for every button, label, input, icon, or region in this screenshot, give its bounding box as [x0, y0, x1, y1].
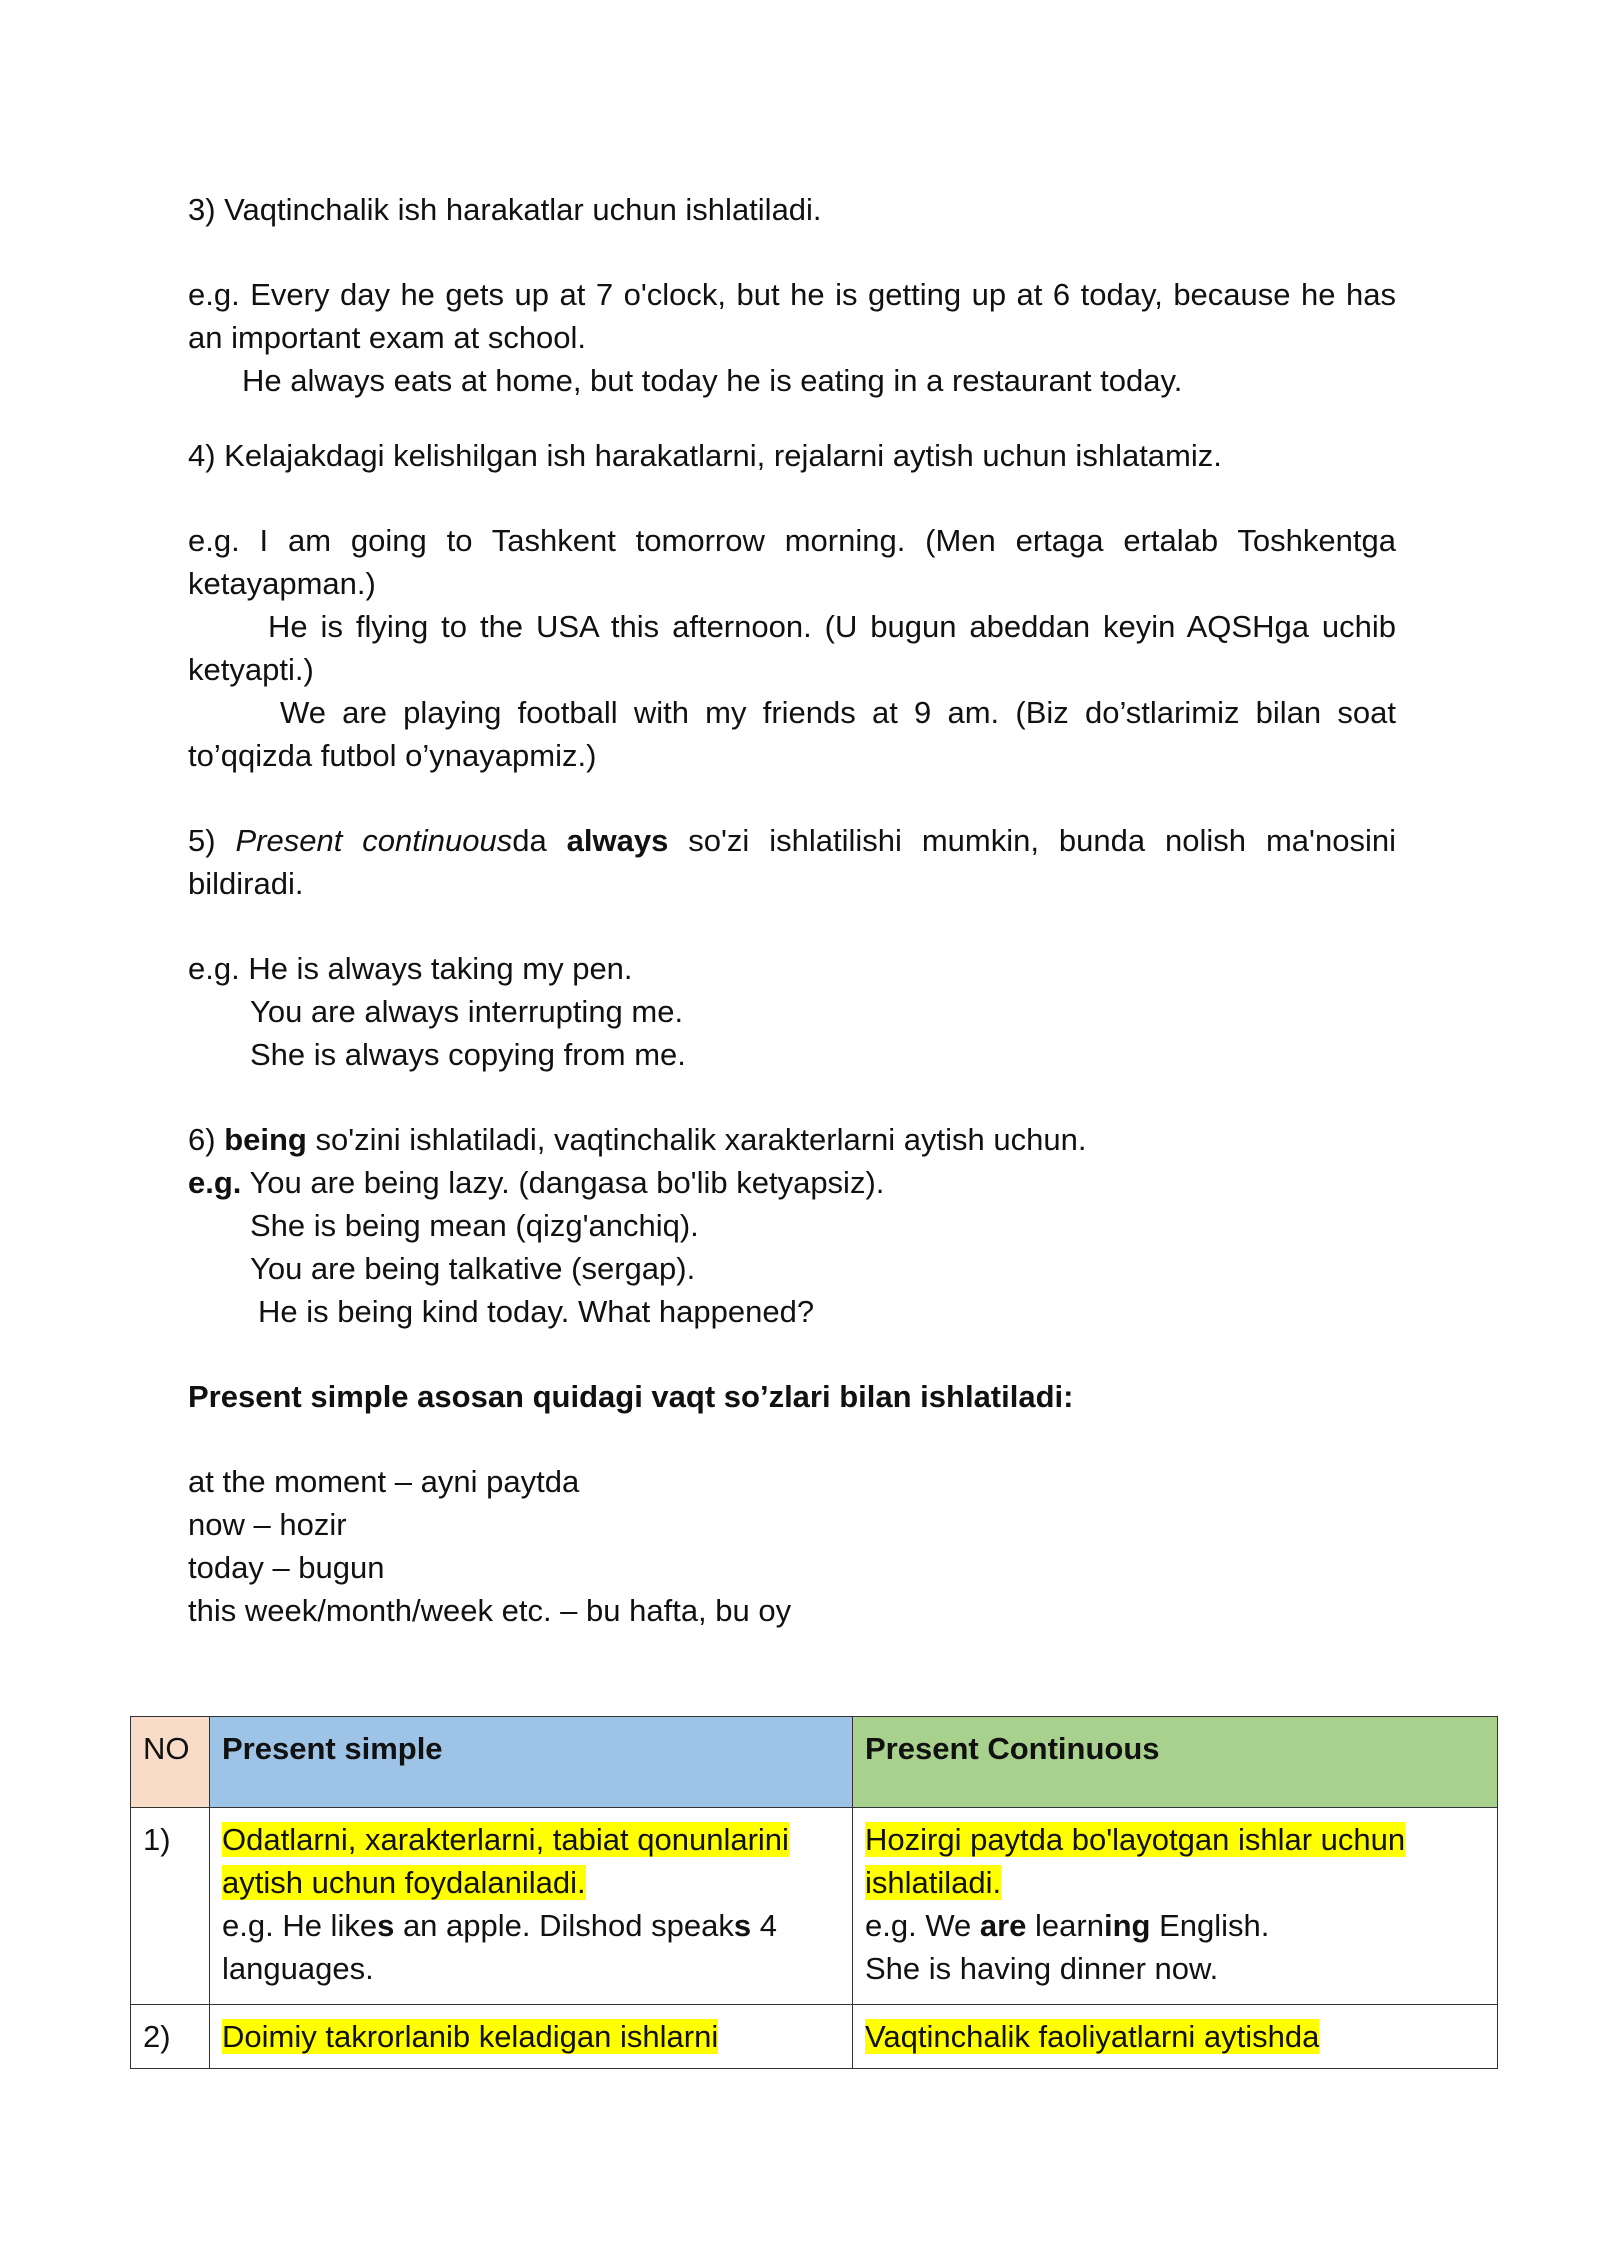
present-simple-example — [222, 1908, 777, 1986]
comparison-table — [130, 1716, 1498, 2069]
section-6-number: 6) — [188, 1122, 225, 1157]
section-3-title: 3) Vaqtinchalik ish harakatlar uchun ishlatiladi. — [188, 192, 822, 227]
section-6-example-4: He is being kind today. What happened? — [258, 1294, 815, 1329]
example-text: learn — [1026, 1908, 1104, 1943]
section-4-example-2: He is flying to the USA this afternoon. (U bugun abeddan keyin AQSHga uchib ketyapti.) — [188, 609, 1396, 687]
example-suffix: s — [377, 1908, 395, 1943]
time-word-item: now – hozir — [188, 1507, 347, 1542]
present-continuous-cell — [853, 1808, 1498, 2005]
section-6-eg-label: e.g. — [188, 1165, 242, 1200]
section-4-example-1: e.g. I am going to Tashkent tomorrow morning. (Men ertaga ertalab Toshkentga ketayapman.) — [188, 523, 1396, 601]
example-text: e.g. He like — [222, 1908, 378, 1943]
time-word-item: at the moment – ayni paytda — [188, 1464, 580, 1499]
example-bold: are — [979, 1908, 1027, 1943]
document-body — [188, 188, 1396, 1632]
section-6-bold-word: being — [224, 1122, 307, 1157]
section-5-number: 5) — [188, 823, 236, 858]
section-3-example-2: He always eats at home, but today he is eating in a restaurant today. — [242, 363, 1183, 398]
example-bold: ing — [1103, 1908, 1151, 1943]
section-5-italic-term: Present continuous — [235, 823, 513, 858]
table-row — [131, 1808, 1498, 2005]
section-4-example-3: We are playing football with my friends at 9 am. (Biz do’stlarimiz bilan soat to’qqizda futbol o’ynayapmiz.) — [188, 695, 1396, 773]
table-row — [131, 2005, 1498, 2069]
section-3-example-1: e.g. Every day he gets up at 7 o'clock, but he is getting up at 6 today, because he has an important exam at school. — [188, 277, 1396, 355]
present-simple-cell — [210, 2005, 853, 2069]
example-text: 4 languages. — [222, 1908, 777, 1986]
row-number: 1) — [131, 1808, 210, 2005]
time-word-item: today – bugun — [188, 1550, 385, 1585]
time-word-item: this week/month/week etc. – bu hafta, bu oy — [188, 1593, 792, 1628]
section-6-example-1-text: You are being lazy. (dangasa bo'lib ketyapsiz). — [241, 1165, 885, 1200]
present-simple-rule: Doimiy takrorlanib keladigan ishlarni — [222, 2019, 719, 2054]
row-number: 2) — [131, 2005, 210, 2069]
section-5-suffix: da — [512, 823, 567, 858]
time-words-heading: Present simple asosan quidagi vaqt so’zlari bilan ishlatiladi: — [188, 1379, 1074, 1414]
example-text: e.g. We — [865, 1908, 980, 1943]
example-text: an apple. Dilshod speak — [394, 1908, 734, 1943]
header-present-simple: Present simple — [210, 1717, 853, 1808]
section-5-example-2: You are always interrupting me. — [250, 994, 684, 1029]
present-continuous-rule: Hozirgi paytda bo'layotgan ishlar uchun ishlatiladi. — [865, 1822, 1406, 1900]
present-continuous-example — [865, 1908, 1269, 1943]
section-6-example-2: She is being mean (qizg'anchiq). — [250, 1208, 699, 1243]
header-no: NO — [131, 1717, 210, 1808]
section-6-rest: so'zini ishlatiladi, vaqtinchalik xarakterlarni aytish uchun. — [306, 1122, 1087, 1157]
header-present-continuous: Present Continuous — [853, 1717, 1498, 1808]
example-suffix: s — [733, 1908, 752, 1943]
example-text: English. — [1150, 1908, 1270, 1943]
section-5-example-3: She is always copying from me. — [250, 1037, 686, 1072]
section-5-bold-word: always — [566, 823, 669, 858]
present-continuous-example-2: She is having dinner now. — [865, 1951, 1219, 1986]
present-simple-rule: Odatlarni, xarakterlarni, tabiat qonunlarini aytish uchun foydalaniladi. — [222, 1822, 789, 1900]
present-simple-cell — [210, 1808, 853, 2005]
section-6-example-1 — [188, 1161, 1396, 1204]
section-5-rest: so'zi ishlatilishi mumkin, bunda nolish ma'nosini bildiradi. — [188, 823, 1396, 901]
section-5-title — [188, 819, 1396, 905]
section-6-title — [188, 1118, 1396, 1161]
section-6-example-3: You are being talkative (sergap). — [250, 1251, 696, 1286]
section-4-title: 4) Kelajakdagi kelishilgan ish harakatlarni, rejalarni aytish uchun ishlatamiz. — [188, 438, 1222, 473]
present-continuous-rule: Vaqtinchalik faoliyatlarni aytishda — [865, 2019, 1320, 2054]
present-continuous-cell — [853, 2005, 1498, 2069]
section-5-example-1: e.g. He is always taking my pen. — [188, 951, 633, 986]
table-header-row — [131, 1717, 1498, 1808]
